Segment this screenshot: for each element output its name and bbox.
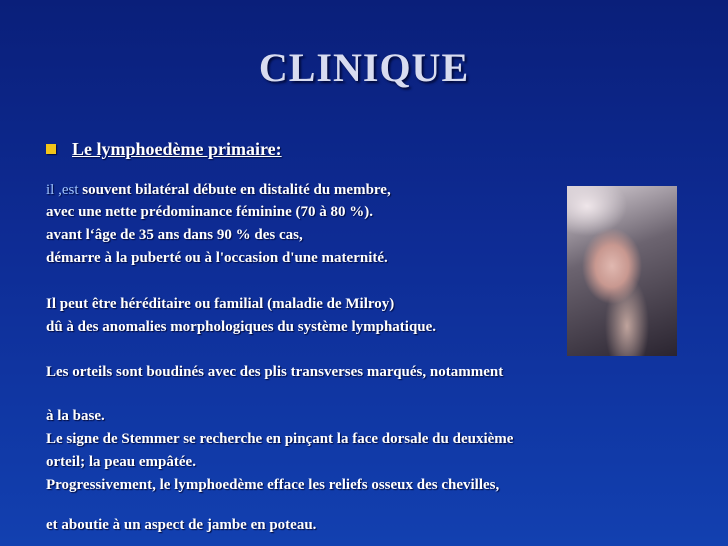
- text-line-5: Il peut être héréditaire ou familial (maladie de Milroy): [46, 296, 395, 312]
- text-line-4: démarre à la puberté ou à l'occasion d'une maternité.: [46, 250, 388, 266]
- bullet-heading: Le lymphoedème primaire:: [72, 138, 282, 159]
- text-line-10: orteil; la peau empâtée.: [46, 454, 196, 470]
- text-line-1-prefix: il ,est: [46, 182, 79, 198]
- text-line-6: dû à des anomalies morphologiques du système lymphatique.: [46, 319, 437, 335]
- text-line-2: avec une nette prédominance féminine (70 à 80 %).: [46, 204, 374, 220]
- text-line-8: à la base.: [46, 408, 105, 424]
- text-line-3: avant l‘âge de 35 ans dans 90 % des cas,: [46, 227, 303, 243]
- text-line-11: Progressivement, le lymphoedème efface les reliefs osseux des chevilles,: [46, 477, 500, 493]
- leg-photo: [567, 186, 677, 356]
- slide-title: CLINIQUE: [258, 45, 470, 90]
- text-line-1-rest: souvent bilatéral débute en distalité du membre,: [78, 182, 391, 198]
- text-line-1: [46, 182, 391, 199]
- text-line-9: Le signe de Stemmer se recherche en pinçant la face dorsale du deuxième: [46, 431, 514, 447]
- text-line-7: Les orteils sont boudinés avec des plis transverses marqués, notamment: [46, 364, 504, 380]
- square-bullet-icon: [46, 144, 56, 154]
- text-line-12: et aboutie à un aspect de jambe en poteau.: [46, 517, 317, 533]
- bullet-item: [46, 138, 282, 160]
